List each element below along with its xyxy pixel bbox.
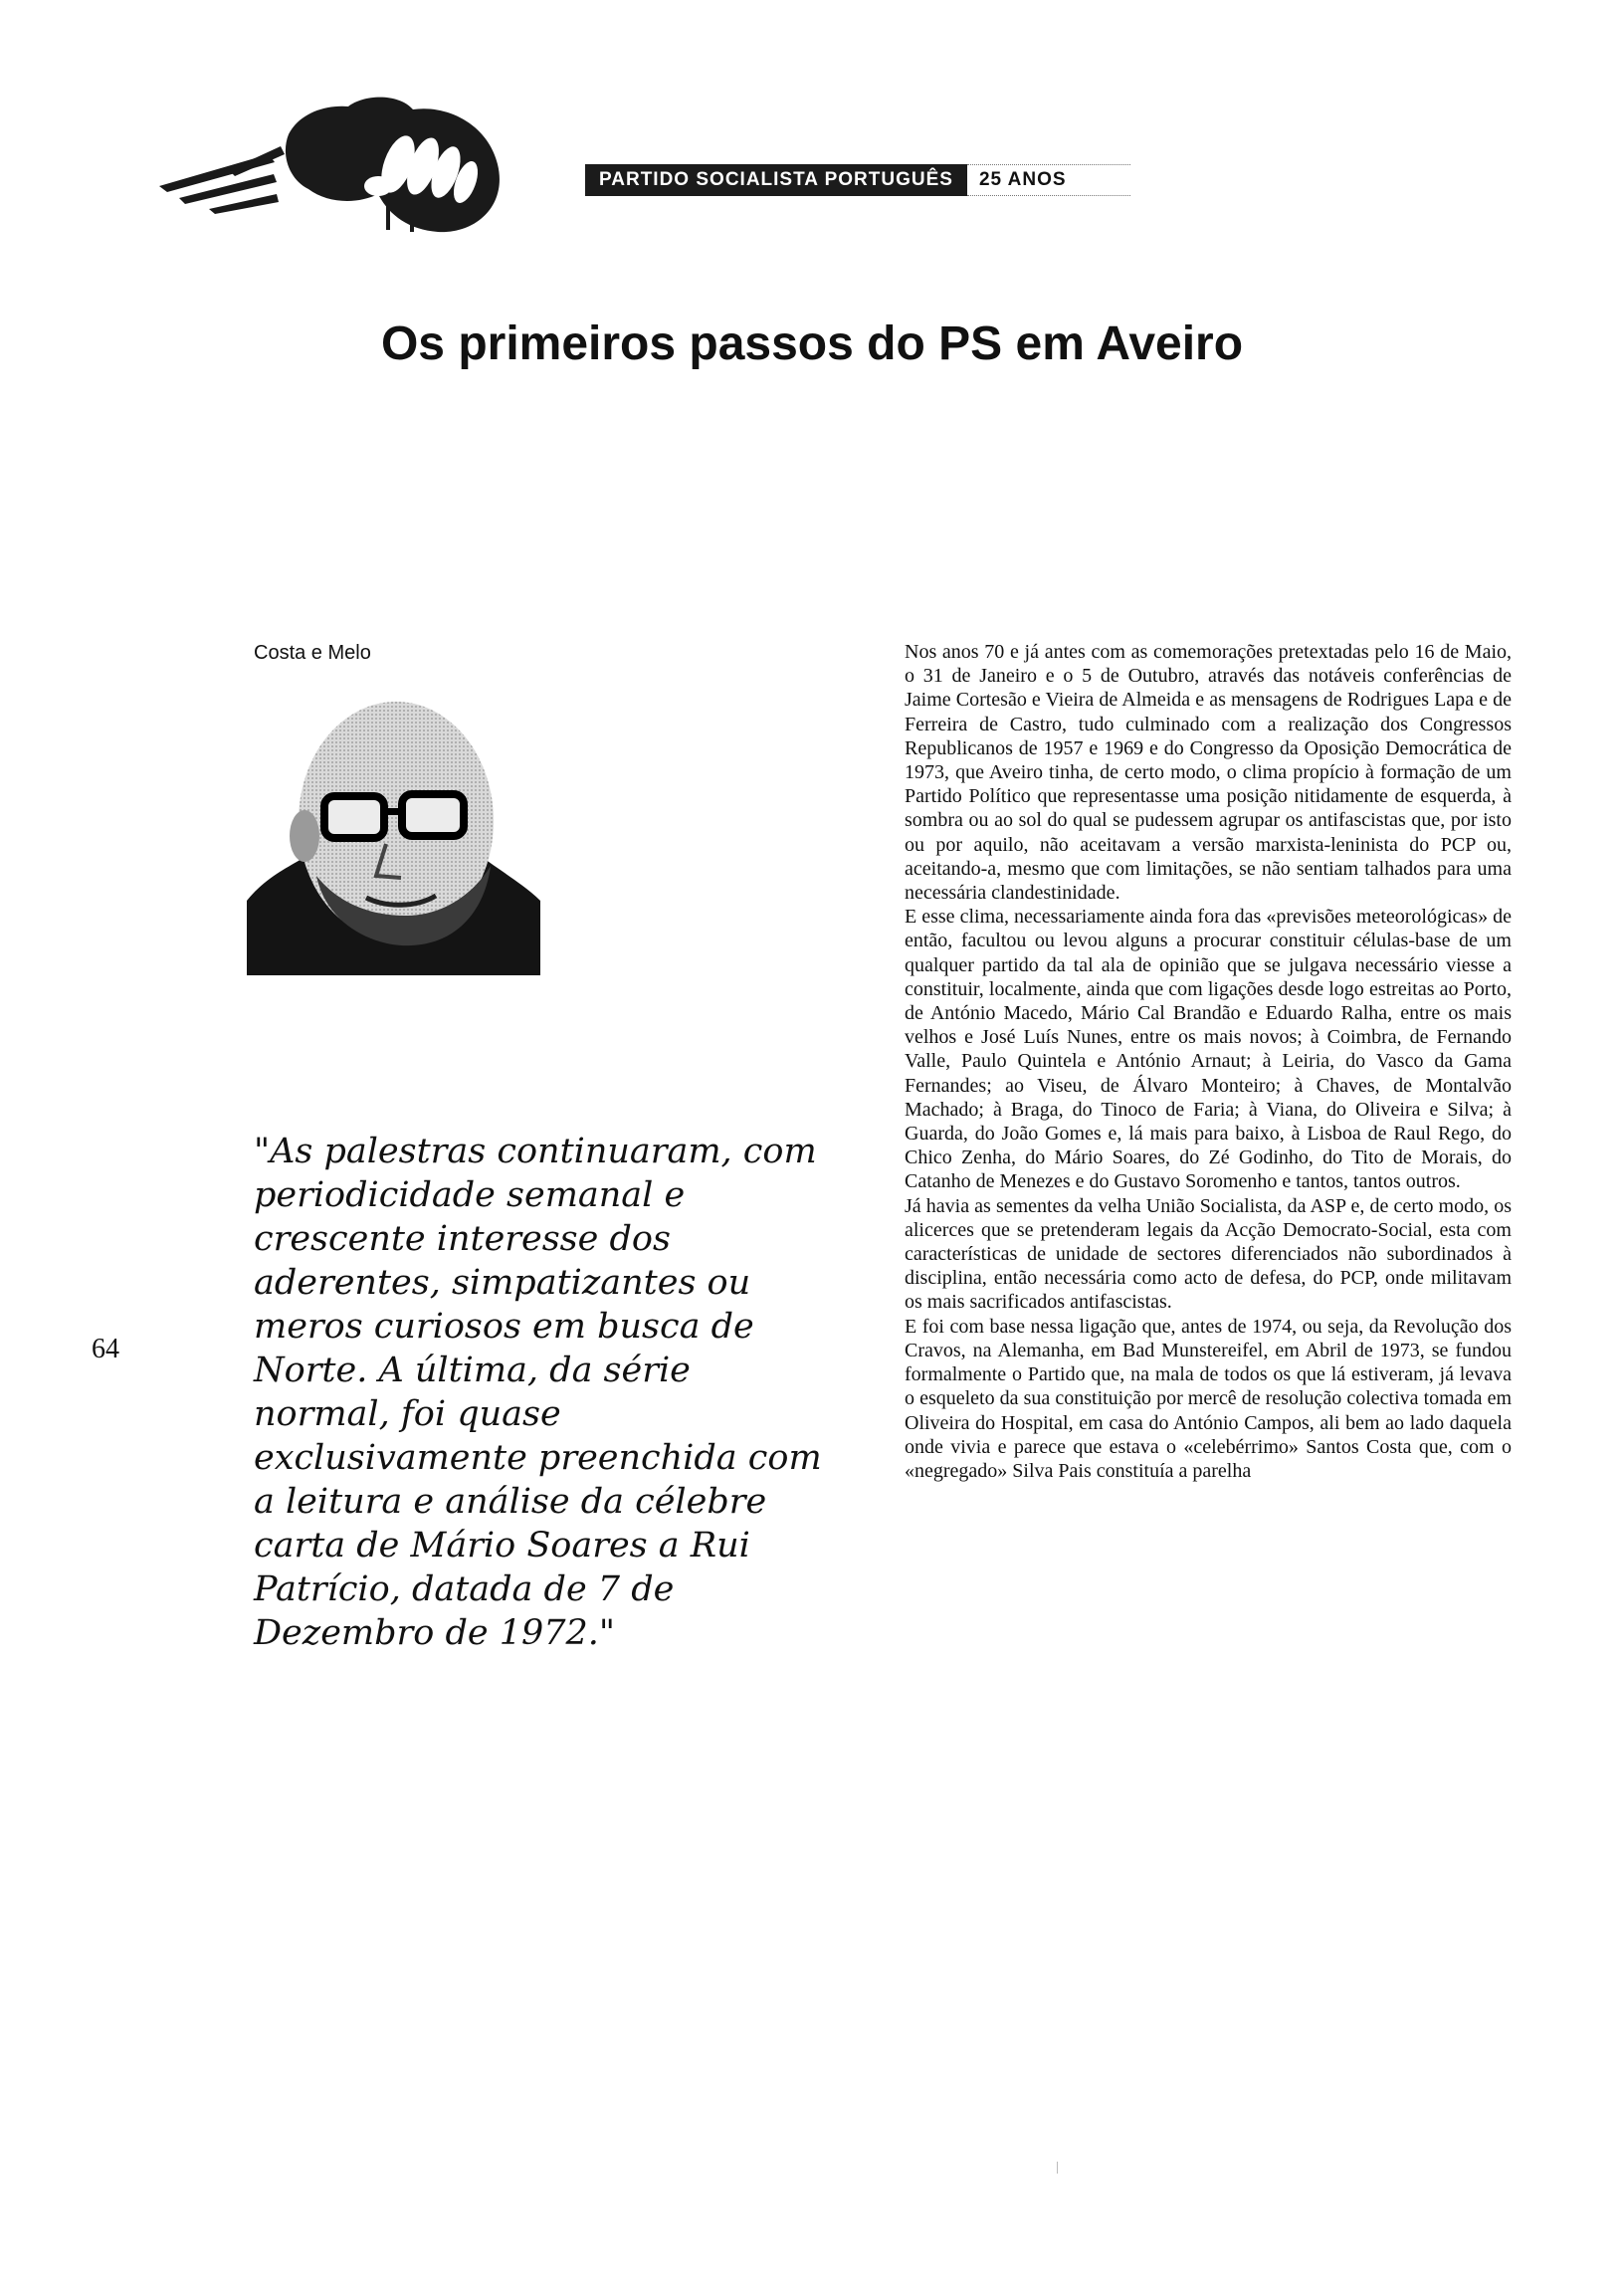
article-title: Os primeiros passos do PS em Aveiro xyxy=(380,317,1244,370)
author-portrait xyxy=(247,677,540,975)
anniversary-label: 25 ANOS xyxy=(967,164,1130,196)
page-number: 64 xyxy=(92,1334,119,1364)
body-paragraph: E foi com base nessa ligação que, antes de 1974, ou seja, da Revolução dos Cravos, na Alemanha, em Bad Munstereifel, em Abril de 1973, se fundou formalmente o Partido que, na mala de todos os que lá estiveram, já levava o esqueleto da sua constituição por mercê de resolução colectiva tomada em Oliveira do Hospital, em casa do António Campos, ali bem ao lado daquela onde vivia e parece que estava o «celebérrimo» Santos Costa que, com o «negregado» Silva Pais constituía a parelha xyxy=(905,1315,1512,1482)
pull-quote: "As palestras continuaram, com periodicidade semanal e crescente interesse dos aderentes, simpatizantes ou meros curiosos em busca de Norte. A última, da série normal, foi quase exclusivamente preenchida com a leitura e análise da célebre carta de Mário Soares a Rui Patrício, datada de 7 de Dezembro de 1972." xyxy=(254,1132,822,1653)
party-fist-logo xyxy=(149,95,508,234)
body-paragraph: Já havia as sementes da velha União Socialista, da ASP e, de certo modo, os alicerces que se pretenderam legais da Acção Democrato-Social, esta com características de unidade de sectores diferenciados não subordinados à disciplina, então necessária como acto de defesa, do PCP, onde militavam os mais sacrificados antifascistas. xyxy=(905,1194,1512,1314)
body-paragraph: Nos anos 70 e já antes com as comemorações pretextadas pelo 16 de Maio, o 31 de Janeiro e o 5 de Outubro, através das notáveis conferências de Jaime Cortesão e Vieira de Almeida e as mensagens de Rodrigues Lapa e de Ferreira de Castro, tudo culminado com a realização dos Congressos Republicanos de 1957 e 1969 e do Congresso da Oposição Democrática de 1973, que Aveiro tinha, de certo modo, o clima propício à formação de um Partido Político que representasse uma posição nitidamente de esquerda, à sombra ou ao sol do qual se pudessem agrupar os antifascistas que, por isto ou por aquilo, não aceitavam a versão marxista-leninista do PCP ou, aceitando-a, mesmo que com limitações, se não sentiam talhados para uma necessária clandestinidade. xyxy=(905,641,1512,905)
author-name: Costa e Melo xyxy=(254,642,371,664)
body-paragraph: E esse clima, necessariamente ainda fora das «previsões meteorológicas» de então, facultou ou levou alguns a procurar constituir células-base de um qualquer partido da tal ala de opinião que se julgava necessário viesse a constituir, localmente, ainda que com ligações desde logo estreitas ao Porto, de António Macedo, Mário Cal Brandão e Eduardo Ralha, entre os mais velhos e José Luís Nunes, entre os mais novos; à Coimbra, de Fernando Valle, Paulo Quintela e António Arnaut; à Leiria, do Vasco da Gama Fernandes; ao Viseu, de Álvaro Monteiro; à Chaves, de Montalvão Machado; à Braga, do Tinoco de Faria; à Viana, do Oliveira e Silva; à Guarda, do João Gomes e, lá mais para baixo, à Lisboa de Raul Rego, do Chico Zenha, do Mário Soares, do Zé Godinho, do Tito de Morais, do Catanho de Menezes e do Gustavo Soromenho e tantos, tantos outros. xyxy=(905,906,1512,1193)
article-body xyxy=(905,640,1512,1483)
series-header xyxy=(585,164,1130,196)
scan-mark xyxy=(1057,2162,1058,2174)
party-name-label: PARTIDO SOCIALISTA PORTUGUÊS xyxy=(585,164,967,196)
